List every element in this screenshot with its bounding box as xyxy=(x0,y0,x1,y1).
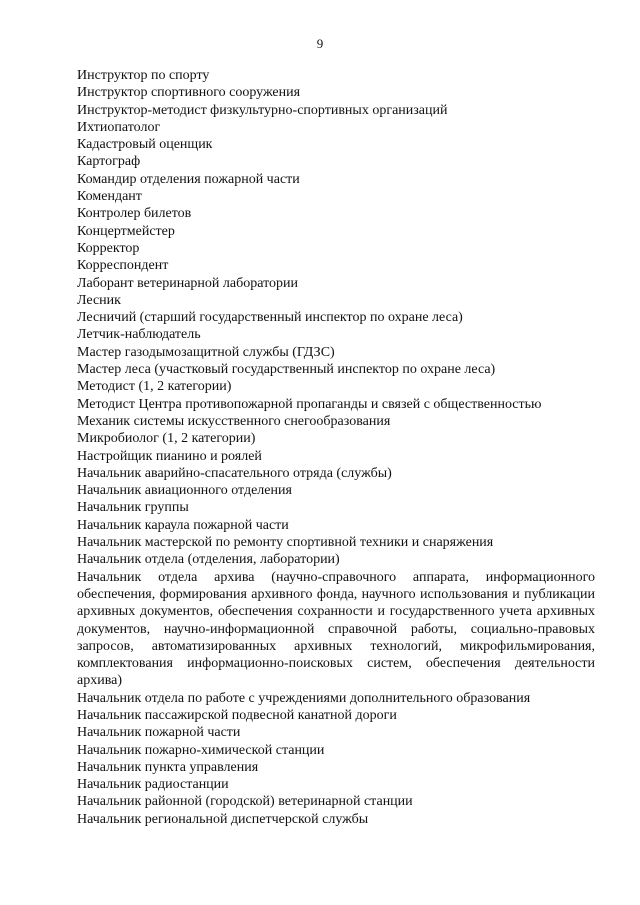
list-item: Начальник аварийно-спасательного отряда (службы) xyxy=(77,465,392,481)
list-item: Картограф xyxy=(77,154,141,170)
list-item: Корреспондент xyxy=(77,258,169,274)
list-item: Концертмейстер xyxy=(77,223,175,239)
list-item: Инструктор-методист физкультурно-спортивных организаций xyxy=(77,102,448,118)
list-item: Начальник группы xyxy=(77,500,189,516)
list-item: Начальник отдела (отделения, лаборатории) xyxy=(77,552,340,568)
list-item: Кадастровый оценщик xyxy=(77,137,213,153)
list-item: Инструктор спортивного сооружения xyxy=(77,85,301,101)
list-item: Начальник мастерской по ремонту спортивной техники и снаряжения xyxy=(77,535,494,551)
list-item: Летчик-наблюдатель xyxy=(77,327,201,343)
list-item: Лаборант ветеринарной лаборатории xyxy=(77,275,299,291)
list-item: Начальник отдела архива (научно-справочного аппарата, информационного обеспечения, формирования архивного фонда, научного использования и публикации архивных документов, обеспечения сохранности и государственного учета архивных документов, научно-информационной справочной работы, социально-правовых запросов, автоматизированных архивных технологий, микрофильмирования, комплектования информационно-поисковых систем, обеспечения деятельности архива) xyxy=(77,569,595,689)
list-item: Контролер билетов xyxy=(77,206,192,222)
list-item: Начальник пункта управления xyxy=(77,759,259,775)
list-item: Микробиолог (1, 2 категории) xyxy=(77,431,256,447)
page-number: 9 xyxy=(316,36,324,51)
list-item: Ихтиопатолог xyxy=(77,119,161,135)
list-item: Начальник отдела по работе с учреждениями дополнительного образования xyxy=(77,690,531,706)
list-item: Начальник авиационного отделения xyxy=(77,483,292,499)
list-item: Лесник xyxy=(77,292,121,308)
list-item: Командир отделения пожарной части xyxy=(77,171,300,187)
list-item: Комендант xyxy=(77,189,142,205)
list-item: Инструктор по спорту xyxy=(77,68,210,83)
list-item: Мастер газодымозащитной службы (ГДЗС) xyxy=(77,344,335,360)
list-item: Методист Центра противопожарной пропаганды и связей с общественностью xyxy=(77,396,542,412)
list-item: Механик системы искусственного снегообразования xyxy=(77,413,391,429)
position-list xyxy=(77,67,595,828)
list-item: Мастер леса (участковый государственный инспектор по охране леса) xyxy=(77,362,496,378)
list-item: Начальник радиостанции xyxy=(77,777,229,793)
list-item: Лесничий (старший государственный инспектор по охране леса) xyxy=(77,310,463,326)
list-item: Начальник пожарной части xyxy=(77,725,241,741)
list-item: Начальник пассажирской подвесной канатной дороги xyxy=(77,707,397,723)
list-item: Начальник районной (городской) ветеринарной станции xyxy=(77,794,413,810)
list-item: Начальник пожарно-химической станции xyxy=(77,742,325,758)
list-item: Настройщик пианино и роялей xyxy=(77,448,262,464)
list-item: Корректор xyxy=(77,240,140,256)
list-item: Методист (1, 2 категории) xyxy=(77,379,232,395)
list-item: Начальник караула пожарной части xyxy=(77,517,289,533)
list-item: Начальник региональной диспетчерской службы xyxy=(77,811,369,827)
